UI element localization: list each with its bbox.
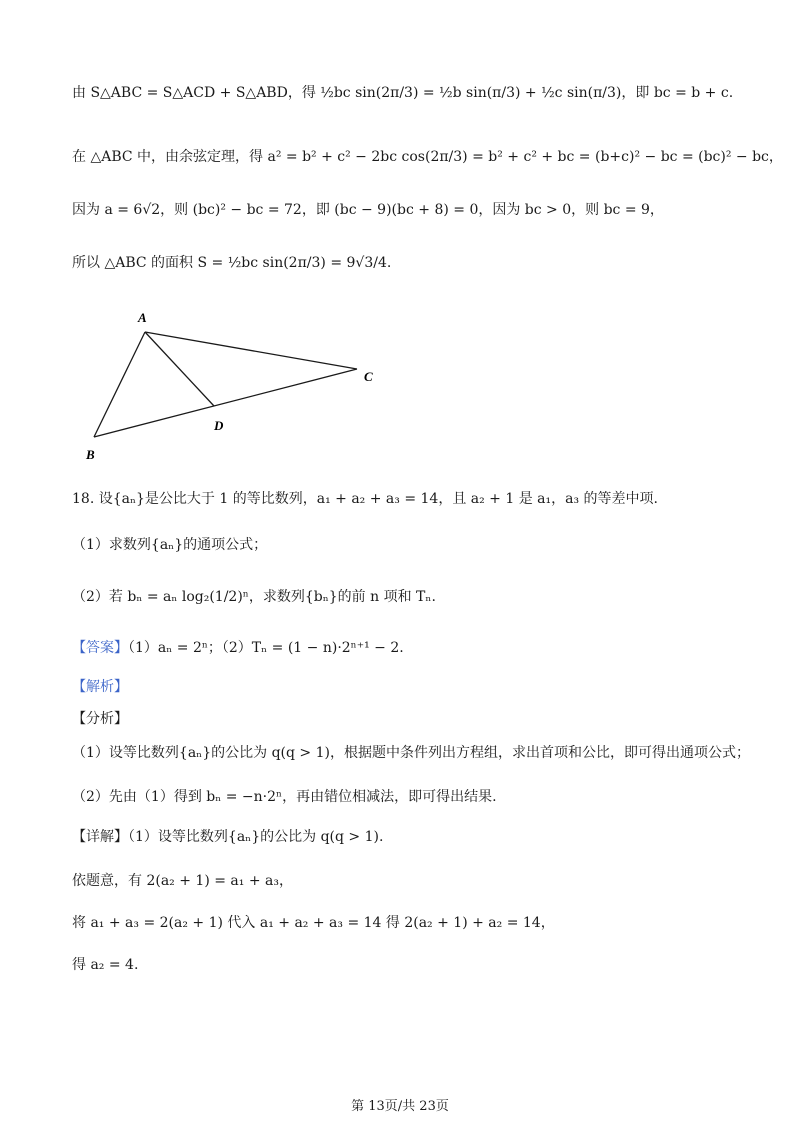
triangle-figure — [70, 302, 400, 472]
answer-line — [72, 637, 760, 659]
problem-stem: 18. 设{aₙ}是公比大于 1 的等比数列，a₁ + a₂ + a₃ = 14，且 a₂ + 1 是 a₁，a₃ 的等差中项. — [72, 491, 658, 507]
segment-AB — [94, 332, 145, 437]
solution-line-2: 在 △ABC 中，由余弦定理，得 a² = b² + c² − 2bc cos(2π/3) = b² + c² + bc = (b+c)² − bc = (bc)² − bc， — [72, 149, 783, 165]
answer-tag: 【答案】 — [72, 640, 128, 656]
problem-part-2: （2）若 bₙ = aₙ log₂(1/2)ⁿ，求数列{bₙ}的前 n 项和 Tₙ. — [72, 589, 436, 605]
segment-AC — [145, 332, 357, 369]
analysis-tag: 【解析】 — [72, 679, 128, 695]
segment-AD — [145, 332, 214, 406]
detail-text-1: （1）设等比数列{aₙ}的公比为 q(q > 1). — [128, 829, 384, 845]
solution-line-1: 由 S△ABC = S△ACD + S△ABD，得 ½bc sin(2π/3) = ½b sin(π/3) + ½c sin(π/3)，即 bc = b + c. — [72, 85, 734, 101]
fenxi-tag: 【分析】 — [72, 711, 128, 727]
solution-line-4: 所以 △ABC 的面积 S = ½bc sin(2π/3) = 9√3/4. — [72, 255, 392, 271]
fenxi-line-2: （2）先由（1）得到 bₙ = −n·2ⁿ，再由错位相减法，即可得出结果. — [72, 789, 497, 805]
detail-tag: 【详解】 — [72, 829, 128, 845]
detail-line-2: 依题意，有 2(a₂ + 1) = a₁ + a₃， — [72, 873, 293, 889]
vertex-label-B: B — [86, 447, 95, 462]
detail-line-3: 将 a₁ + a₃ = 2(a₂ + 1) 代入 a₁ + a₂ + a₃ = 14 得 2(a₂ + 1) + a₂ = 14， — [72, 915, 555, 931]
vertex-label-A: A — [138, 310, 147, 325]
point-label-D: D — [214, 418, 224, 433]
segment-BC — [94, 369, 357, 437]
answer-text: （1）aₙ = 2ⁿ；（2）Tₙ = (1 − n)·2ⁿ⁺¹ − 2. — [128, 640, 404, 656]
fenxi-line-1: （1）设等比数列{aₙ}的公比为 q(q > 1)，根据题中条件列出方程组，求出首项和公比，即可得出通项公式； — [72, 745, 750, 761]
detail-line-4: 得 a₂ = 4. — [72, 957, 139, 973]
solution-line-3: 因为 a = 6√2，则 (bc)² − bc = 72，即 (bc − 9)(bc + 8) = 0，因为 bc > 0，则 bc = 9， — [72, 202, 664, 218]
page-footer: 第 13页/共 23页 — [351, 1099, 449, 1114]
vertex-label-C: C — [364, 369, 373, 384]
problem-part-1: （1）求数列{aₙ}的通项公式； — [72, 537, 268, 553]
detail-line-1 — [72, 826, 760, 848]
